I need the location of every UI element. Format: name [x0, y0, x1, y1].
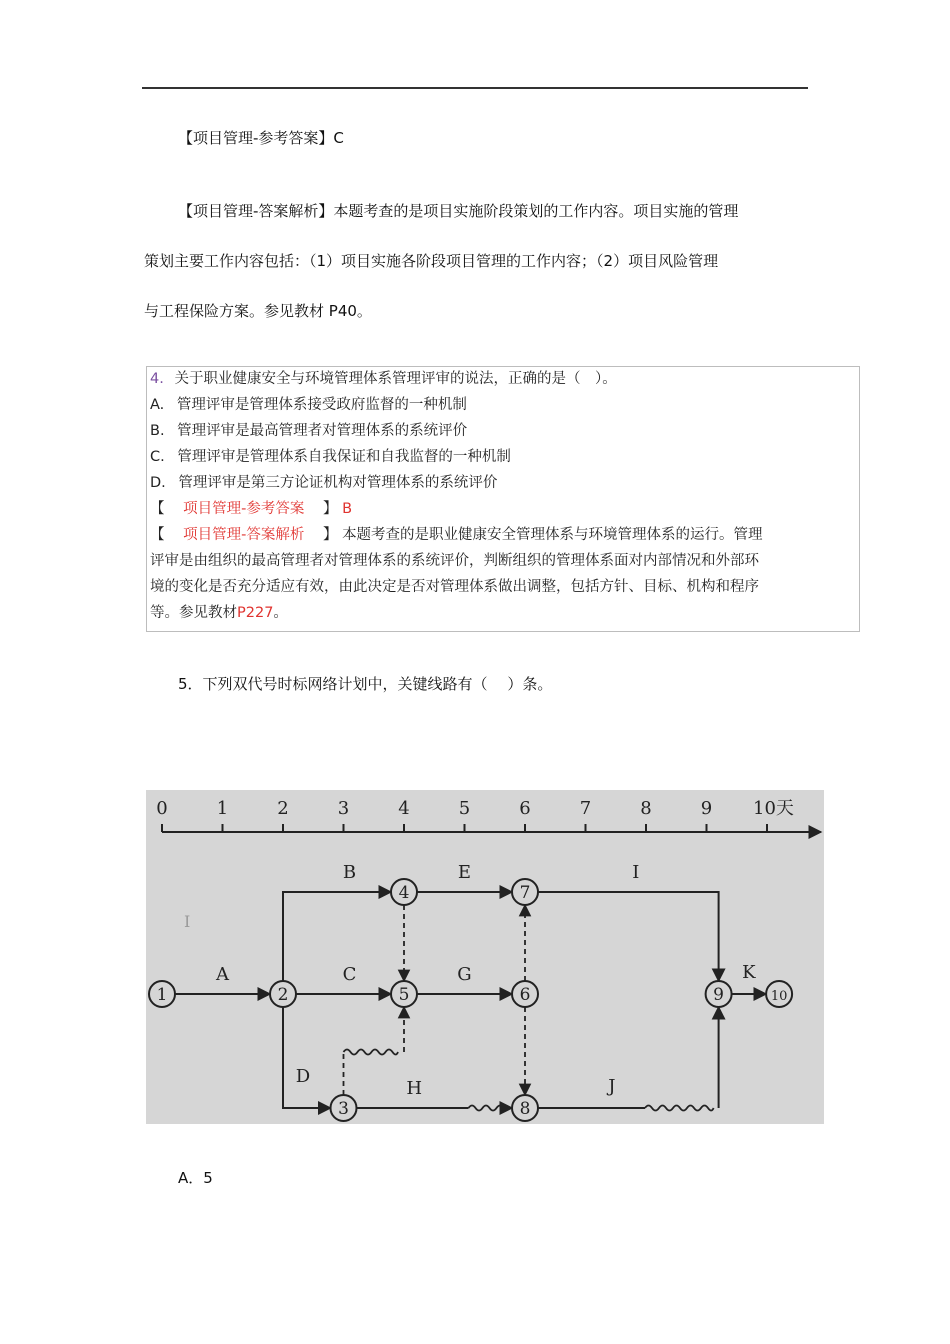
free-float-wave: [344, 1050, 399, 1055]
option-text: 管理评审是第三方论证机构对管理体系的系统评价: [178, 475, 498, 491]
activity-arrow: [283, 892, 391, 981]
node-label: 3: [338, 1099, 349, 1119]
option-text: 管理评审是管理体系自我保证和自我监督的一种机制: [177, 449, 511, 465]
activity-labels: [215, 862, 756, 1099]
answer-label: 项目管理-参考答案: [183, 501, 305, 517]
activity-label: B: [342, 862, 357, 883]
activity-arrow: [538, 892, 719, 981]
question-5-stem: 5．下列双代号时标网络计划中，关键线路有（ ）条。: [178, 675, 553, 693]
arrows: [175, 892, 766, 1111]
activity-label: K: [742, 962, 756, 983]
q4-option-a: [150, 395, 467, 415]
free-float-wave: [645, 1106, 714, 1111]
time-tick-label: 3: [337, 798, 350, 819]
activity-label: D: [295, 1066, 311, 1087]
time-tick-label: 0: [156, 798, 168, 819]
analysis-text: 本题考查的是职业健康安全管理体系与环境管理体系的运行。管理: [342, 527, 763, 543]
time-tick-label: 6: [519, 798, 531, 819]
header-rule: [142, 87, 808, 89]
time-tick-label: 4: [398, 798, 410, 819]
stray-mark: I: [184, 912, 191, 931]
prev-answer: 【项目管理-参考答案】C: [178, 129, 344, 147]
node-label: 7: [519, 883, 531, 903]
option-letter: B.: [150, 423, 165, 439]
page-ref: P227: [237, 605, 274, 621]
time-tick-label: 5: [458, 798, 471, 819]
free-float-wave: [469, 1106, 507, 1111]
time-tick-label: 9: [700, 798, 713, 819]
activity-label: A: [216, 964, 229, 985]
analysis-text: 。: [273, 605, 288, 621]
q4-option-c: [150, 447, 511, 467]
prev-analysis-line-2: 策划主要工作内容包括：（1）项目实施各阶段项目管理的工作内容；（2）项目风险管理: [144, 252, 719, 270]
activity-label: E: [457, 862, 472, 883]
network-svg: [146, 790, 824, 1124]
time-scaled-network-diagram: [146, 790, 824, 1124]
prev-analysis-line-1: 【项目管理-答案解析】本题考查的是项目实施阶段策划的工作内容。项目实施的管理: [178, 202, 739, 220]
activity-arrow: [283, 1007, 331, 1108]
time-scale: [156, 798, 821, 832]
question-5-option-a: A．5: [178, 1169, 213, 1187]
bracket: 】: [322, 501, 338, 517]
activity-label: J: [608, 1076, 616, 1097]
activity-label: G: [457, 964, 472, 985]
q4-number: 4.: [150, 371, 164, 387]
analysis-label: 项目管理-答案解析: [183, 527, 305, 543]
q4-analysis-line-2: 评审是由组织的最高管理者对管理体系的系统评价，判断组织的管理体系面对内部情况和外部环: [150, 553, 759, 569]
activity-label: C: [342, 964, 357, 985]
node-label: 4: [398, 883, 410, 903]
q4-stem-text: 关于职业健康安全与环境管理体系管理评审的说法，正确的是（ ）。: [174, 371, 617, 387]
node-label: 1: [156, 985, 168, 1005]
activity-label: I: [632, 862, 640, 883]
q4-option-d: [150, 473, 497, 493]
option-text: 管理评审是管理体系接受政府监督的一种机制: [176, 397, 467, 413]
option-letter: D.: [150, 475, 166, 491]
q4-analysis-line-3: 境的变化是否充分适应有效，由此决定是否对管理体系做出调整，包括方针、目标、机构和程序: [150, 579, 759, 595]
activity-label: H: [406, 1078, 423, 1099]
q4-analysis-line-1: [150, 525, 763, 545]
time-tick-label: 1: [216, 798, 229, 819]
node-label: 6: [519, 985, 531, 1005]
answer-value: B: [342, 501, 353, 517]
q4-stem: [150, 369, 617, 389]
time-tick-label: 10天: [753, 798, 794, 819]
node-label: 8: [519, 1099, 531, 1119]
q4-option-b: [150, 421, 467, 441]
node-label: 10: [770, 989, 788, 1004]
option-letter: C.: [150, 449, 165, 465]
prev-analysis-line-3: 与工程保险方案。参见教材 P40。: [144, 302, 372, 320]
bracket: 【: [150, 527, 165, 543]
time-tick-label: 7: [579, 798, 592, 819]
nodes: [149, 879, 792, 1121]
question-4-image: [146, 366, 860, 632]
q4-answer: [150, 499, 352, 519]
bracket: 【: [150, 501, 165, 517]
time-tick-label: 8: [640, 798, 652, 819]
bracket: 】: [322, 527, 338, 543]
option-letter: A.: [150, 397, 165, 413]
option-text: 管理评审是最高管理者对管理体系的系统评价: [177, 423, 468, 439]
analysis-text: 等。参见教材: [150, 605, 237, 621]
node-label: 9: [713, 985, 725, 1005]
time-tick-label: 2: [277, 798, 289, 819]
node-label: 5: [398, 985, 410, 1005]
node-label: 2: [277, 985, 289, 1005]
q4-analysis-line-4: [150, 603, 288, 623]
